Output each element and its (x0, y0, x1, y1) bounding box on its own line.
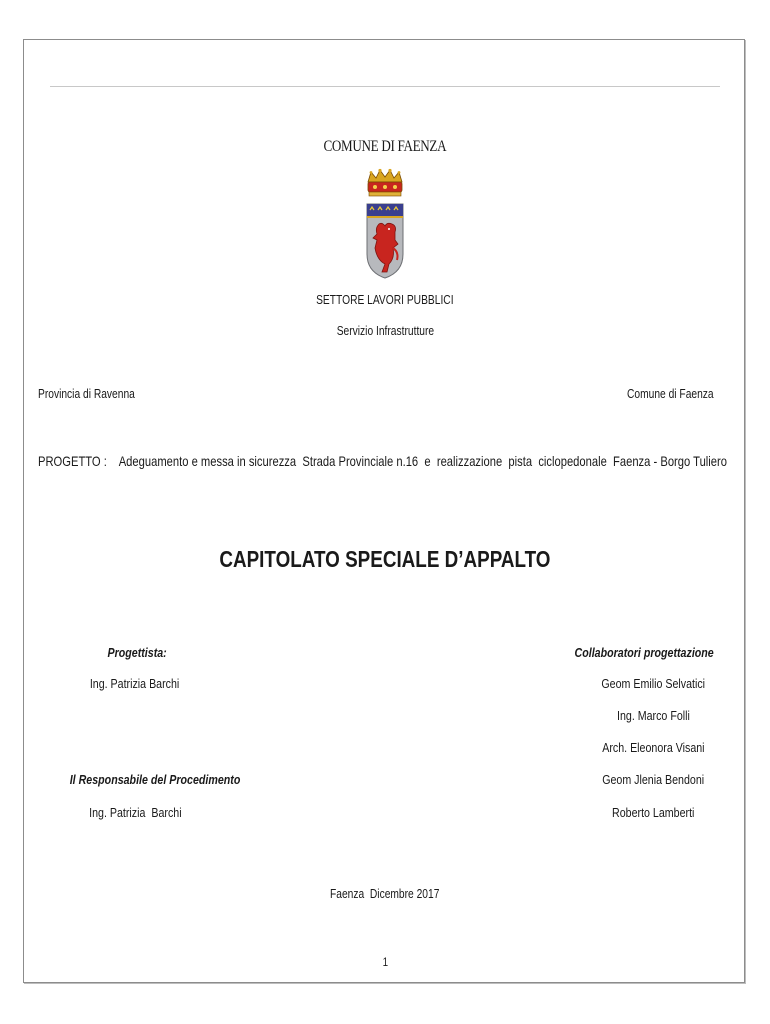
municipality-title (0, 138, 770, 156)
collaborator-item (560, 805, 746, 820)
rup-role-text: Il Responsabile del Procedimento (69, 772, 241, 787)
project-line (38, 453, 727, 469)
collaborator-name: Geom Jlenia Bendoni (602, 772, 704, 787)
page-number (0, 955, 770, 969)
designer-role-text: Progettista: (107, 645, 167, 660)
document-title (0, 546, 770, 573)
collaborator-name: Ing. Marco Folli (616, 708, 690, 723)
collaborator-name: Roberto Lamberti (611, 805, 695, 820)
municipality-title-text: COMUNE DI FAENZA (323, 138, 447, 155)
document-title-text: CAPITOLATO SPECIALE D’APPALTO (219, 546, 551, 572)
coat-of-arms-icon (365, 168, 405, 282)
project-label: PROGETTO : (38, 453, 107, 469)
designer-role (22, 645, 252, 660)
collaborator-item (560, 772, 746, 787)
collaborator-item (560, 708, 746, 723)
rup-name-text: Ing. Patrizia Barchi (88, 805, 182, 820)
header-rule (50, 86, 720, 87)
place-date (0, 887, 770, 901)
municipality-label-text: Comune di Faenza (627, 387, 714, 401)
collaborator-name: Arch. Eleonora Visani (601, 740, 705, 755)
collaborator-item (560, 676, 746, 691)
service-name (0, 324, 770, 338)
collaborators-role-text: Collaboratori progettazione (574, 645, 714, 660)
crown-icon (368, 169, 402, 196)
shield-icon (367, 204, 403, 278)
page-number-text: 1 (382, 955, 388, 969)
rup-role (40, 772, 270, 787)
project-description: Adeguamento e messa in sicurezza Strada Provinciale n.16 e realizzazione pista ciclopedonale Faenza - Borgo Tuliero (118, 453, 727, 469)
service-name-text: Servizio Infrastrutture (336, 324, 434, 338)
collaborator-item (560, 740, 746, 755)
place-date-text: Faenza Dicembre 2017 (330, 887, 440, 901)
collaborators-role (575, 645, 714, 660)
province-label (38, 387, 135, 401)
sector-name (0, 293, 770, 307)
rup-name (20, 805, 250, 820)
sector-name-text: SETTORE LAVORI PUBBLICI (316, 293, 454, 307)
province-label-text: Provincia di Ravenna (38, 387, 135, 401)
municipality-label (627, 387, 714, 401)
collaborator-name: Geom Emilio Selvatici (601, 676, 705, 691)
designer-name-text: Ing. Patrizia Barchi (90, 676, 180, 691)
designer-name (20, 676, 250, 691)
